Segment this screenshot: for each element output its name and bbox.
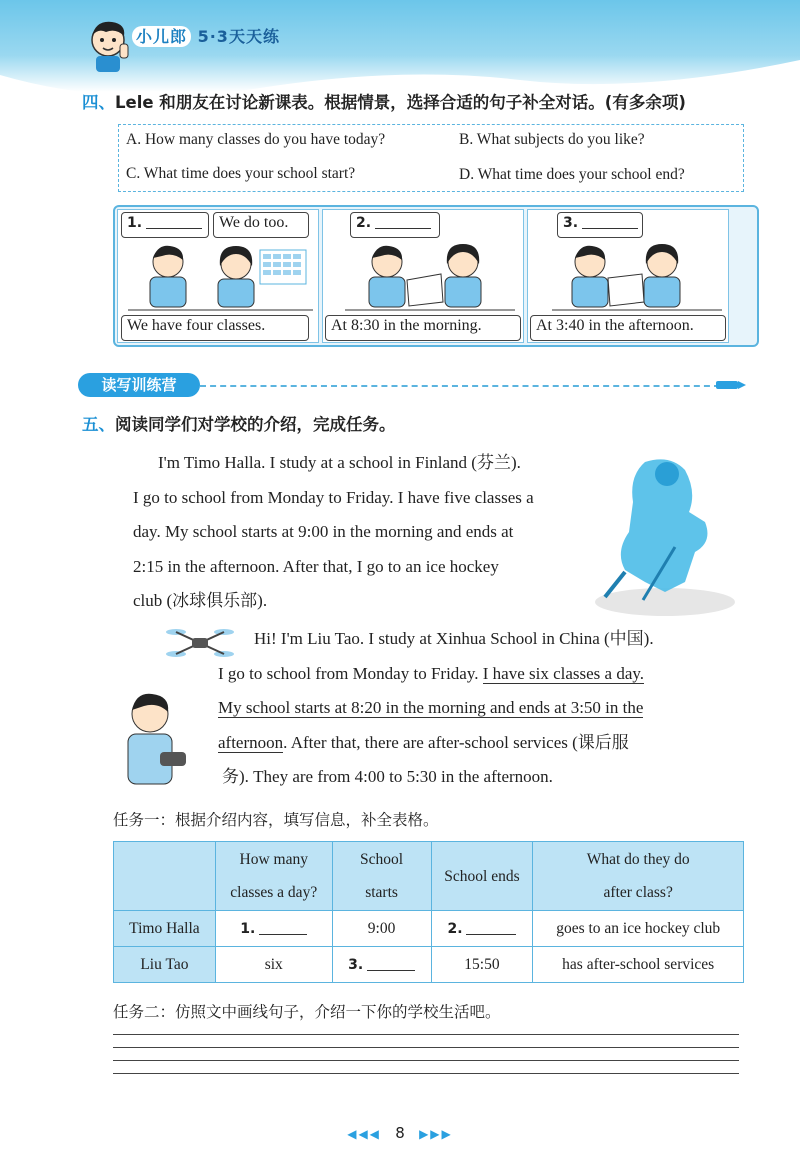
timo-line-5: club (冰球俱乐部). — [133, 591, 268, 610]
table-cell-ends: 15:50 — [431, 947, 533, 983]
liutao-line-2 — [218, 657, 654, 692]
table-header-starts: School starts — [332, 842, 431, 911]
task2-instruction: 任务二：仿照文中画线句子，介绍一下你的学校生活吧。 — [113, 1003, 501, 1021]
section5-title — [82, 411, 396, 435]
table-cell-after: goes to an ice hockey club — [533, 911, 744, 947]
section4-number: 四、 — [82, 93, 115, 112]
panel2-answer-blank[interactable] — [375, 214, 431, 229]
brand-series: 5·3天天练 — [197, 27, 280, 46]
timo-line-2: I go to school from Monday to Friday. I have five classes a — [133, 487, 534, 507]
table-header-empty — [114, 842, 216, 911]
table-cell-blank-3[interactable]: 3. — [332, 947, 431, 983]
timo-line-4: 2:15 in the afternoon. After that, I go to an ice hockey — [133, 556, 499, 576]
table-cell-after: has after-school services — [533, 947, 744, 983]
task1-instruction: 任务一：根据介绍内容，填写信息，补全表格。 — [113, 811, 439, 829]
panel1-reply-bubble: We do too. — [213, 212, 309, 238]
panel1-answer-bubble: We have four classes. — [121, 315, 309, 341]
liutao-line-1: Hi! I'm Liu Tao. I study at Xinhua School in China (中国). — [254, 629, 654, 648]
liutao-line-5: 务). They are from 4:00 to 5:30 in the afternoon. — [222, 767, 553, 786]
table-row — [114, 947, 744, 983]
section4-title — [82, 89, 686, 113]
timo-line-1: I'm Timo Halla. I study at a school in Finland (芬兰). — [158, 453, 521, 472]
option-b: B. What subjects do you like? — [459, 131, 645, 148]
panel1-illustration — [128, 240, 313, 315]
liutao-line-2-plain: I go to school from Monday to Friday. — [218, 663, 483, 683]
section5-title-text: 阅读同学们对学校的介绍，完成任务。 — [115, 415, 396, 434]
panel3-illustration — [552, 240, 722, 315]
table-cell-classes: six — [215, 947, 332, 983]
ice-hockey-player-image — [585, 452, 735, 617]
panel2-number: 2. — [356, 215, 372, 231]
liu-tao-boy-image — [116, 688, 194, 788]
liutao-underlined-sentence-3: afternoon — [218, 732, 284, 752]
panel1-number: 1. — [127, 215, 143, 231]
brand-title — [132, 24, 280, 47]
writing-line[interactable] — [113, 1034, 739, 1035]
timo-passage — [133, 446, 534, 619]
option-a: A. How many classes do you have today? — [126, 131, 386, 148]
section4-title-text: Lele 和朋友在讨论新课表。根据情景，选择合适的句子补全对话。(有多余项) — [115, 93, 686, 112]
page-arrows-right: ▶▶▶ — [419, 1127, 453, 1141]
table-cell-blank-2[interactable]: 2. — [431, 911, 533, 947]
table-cell-starts: 9:00 — [332, 911, 431, 947]
page-arrows-left: ◀◀◀ — [347, 1127, 381, 1141]
brand-name: 小儿郎 — [132, 26, 191, 47]
panel2-question-bubble — [350, 212, 440, 238]
writing-line[interactable] — [113, 1073, 739, 1074]
panel3-question-bubble — [557, 212, 643, 238]
option-c: C. What time does your school start? — [126, 165, 356, 182]
liutao-line-4 — [218, 726, 654, 761]
liutao-underlined-sentence-1: I have six classes a day. — [482, 663, 645, 683]
writing-line[interactable] — [113, 1047, 739, 1048]
table-header-classes: How many classes a day? — [215, 842, 332, 911]
liutao-line-3 — [218, 691, 654, 726]
page-number: 8 — [395, 1124, 405, 1142]
table-cell-blank-1[interactable]: 1. — [215, 911, 332, 947]
liutao-underlined-sentence-2: My school starts at 8:20 in the morning and ends at 3:50 in the — [218, 698, 644, 717]
option-d: D. What time does your school end? — [459, 166, 685, 183]
panel3-answer-bubble: At 3:40 in the afternoon. — [530, 315, 726, 341]
liutao-passage — [218, 622, 654, 795]
table-header-row — [114, 842, 744, 911]
reading-writing-banner: 读写训练营 — [78, 373, 200, 397]
timo-line-3: day. My school starts at 9:00 in the morning and ends at — [133, 522, 514, 541]
writing-line[interactable] — [113, 1060, 739, 1061]
panel2-illustration — [345, 240, 515, 315]
table-cell-name: Liu Tao — [114, 947, 216, 983]
table-row — [114, 911, 744, 947]
liutao-line-4-plain: . After that, there are after-school services (课后服 — [283, 732, 629, 752]
section5-number: 五、 — [82, 415, 115, 434]
banner-dashed-line — [200, 385, 720, 387]
mascot-logo — [86, 18, 134, 74]
panel3-answer-blank[interactable] — [582, 214, 638, 229]
panel3-number: 3. — [563, 215, 579, 231]
pencil-icon — [716, 379, 746, 391]
table-cell-name: Timo Halla — [114, 911, 216, 947]
panel1-question-bubble — [121, 212, 209, 238]
table-header-after: What do they do after class? — [533, 842, 744, 911]
panel2-answer-bubble: At 8:30 in the morning. — [325, 315, 521, 341]
table-header-ends: School ends — [431, 842, 533, 911]
page-footer — [0, 1124, 800, 1142]
info-table — [113, 841, 744, 983]
panel1-answer-blank[interactable] — [146, 214, 202, 229]
